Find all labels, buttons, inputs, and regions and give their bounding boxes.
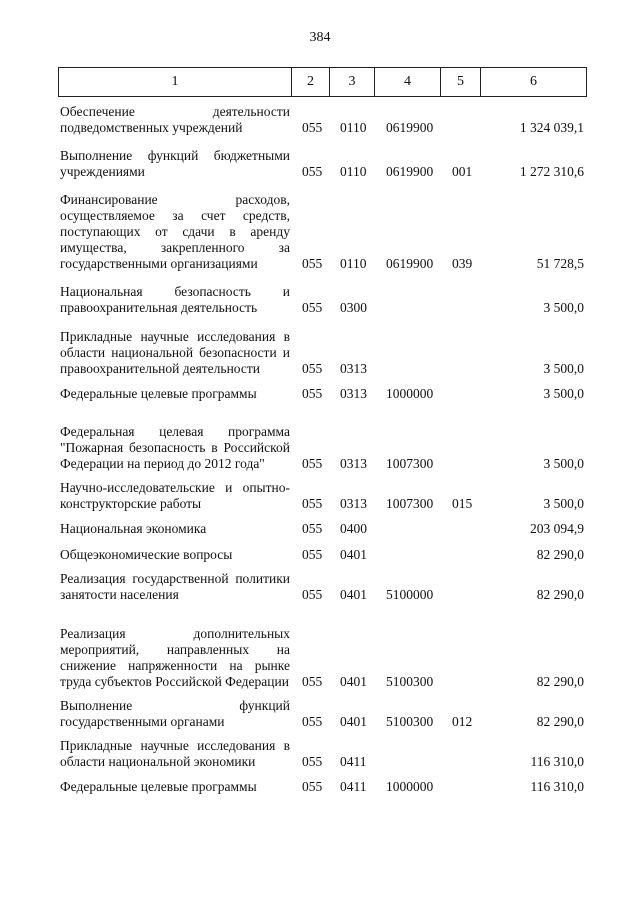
table-row [0, 698, 640, 730]
row-amount: 82 290,0 [536, 547, 584, 562]
row-amount: 3 500,0 [543, 386, 584, 401]
row-ministry-code: 055 [302, 386, 323, 401]
table-row [0, 100, 640, 136]
row-section-code: 0401 [340, 714, 367, 729]
row-ministry-code: 055 [302, 779, 323, 794]
row-target-code: 5100000 [386, 587, 434, 602]
table-row [0, 571, 640, 603]
page-number: 384 [309, 30, 331, 45]
row-ministry-code: 055 [302, 456, 323, 471]
row-target-code: 0619900 [386, 164, 434, 179]
table-row [0, 408, 640, 472]
row-amount: 3 500,0 [543, 456, 584, 471]
row-expense-type: 001 [452, 164, 473, 179]
table-row [0, 146, 640, 180]
row-expense-type: 012 [452, 714, 473, 729]
row-amount: 203 094,9 [530, 521, 584, 536]
row-name: Национальная безопасность и правоохранительная деятельность [60, 284, 290, 315]
row-ministry-code: 055 [302, 361, 323, 376]
row-amount: 82 290,0 [536, 714, 584, 729]
table-row [0, 545, 640, 563]
row-ministry-code: 055 [302, 587, 323, 602]
row-target-code: 1000000 [386, 386, 434, 401]
row-target-code: 0619900 [386, 120, 434, 135]
row-name: Обеспечение деятельности подведомственных учреждений [60, 104, 290, 135]
row-ministry-code: 055 [302, 754, 323, 769]
row-ministry-code: 055 [302, 547, 323, 562]
row-section-code: 0313 [340, 361, 367, 376]
row-amount: 116 310,0 [530, 754, 584, 769]
row-section-code: 0411 [340, 754, 367, 769]
column-header-3: 3 [330, 68, 375, 97]
column-header-5: 5 [441, 68, 481, 97]
row-target-code: 1007300 [386, 496, 434, 511]
row-section-code: 0300 [340, 300, 367, 315]
row-name: Общеэкономические вопросы [60, 547, 233, 562]
row-name: Прикладные научные исследования в области национальной безопасности и правоохранительной деятельности [60, 329, 290, 376]
row-section-code: 0401 [340, 674, 367, 689]
row-ministry-code: 055 [302, 120, 323, 135]
row-section-code: 0110 [340, 120, 367, 135]
table-row [0, 384, 640, 402]
column-header-6: 6 [481, 68, 587, 97]
table-row [0, 738, 640, 770]
row-amount: 82 290,0 [536, 674, 584, 689]
table-row [0, 192, 640, 272]
row-section-code: 0411 [340, 779, 367, 794]
column-header-4: 4 [375, 68, 441, 97]
row-ministry-code: 055 [302, 674, 323, 689]
row-target-code: 5100300 [386, 674, 434, 689]
row-amount: 1 324 039,1 [519, 120, 584, 135]
row-expense-type: 039 [452, 256, 473, 271]
row-amount: 116 310,0 [530, 779, 584, 794]
table-row [0, 777, 640, 795]
row-target-code: 0619900 [386, 256, 434, 271]
row-target-code: 1007300 [386, 456, 434, 471]
column-header-table [58, 67, 587, 97]
row-name: Финансирование расходов, осуществляемое за счет средств, поступающих от сдачи в аренду имущества, закрепленного за государственными организациями [60, 192, 290, 271]
row-name: Национальная экономика [60, 521, 207, 536]
row-name: Реализация государственной политики занятости населения [60, 571, 290, 602]
row-name: Научно-исследовательские и опытно-конструкторские работы [60, 480, 290, 511]
row-target-code: 1000000 [386, 779, 434, 794]
row-expense-type: 015 [452, 496, 473, 511]
row-section-code: 0110 [340, 164, 367, 179]
row-name: Реализация дополнительных мероприятий, направленных на снижение напряженности на рынке труда субъектов Российской Федерации [60, 626, 290, 689]
table-row [0, 480, 640, 512]
row-name: Выполнение функций государственными органами [60, 698, 290, 729]
row-section-code: 0313 [340, 456, 367, 471]
table-row [0, 284, 640, 316]
row-amount: 1 272 310,6 [519, 164, 584, 179]
table-row [0, 329, 640, 377]
row-section-code: 0400 [340, 521, 367, 536]
column-header-1: 1 [59, 68, 292, 97]
row-ministry-code: 055 [302, 256, 323, 271]
column-header-row [59, 68, 587, 97]
row-name: Федеральные целевые программы [60, 386, 257, 401]
row-section-code: 0110 [340, 256, 367, 271]
row-target-code: 5100300 [386, 714, 434, 729]
row-section-code: 0401 [340, 547, 367, 562]
row-section-code: 0401 [340, 587, 367, 602]
row-section-code: 0313 [340, 496, 367, 511]
row-ministry-code: 055 [302, 300, 323, 315]
row-name: Прикладные научные исследования в области национальной экономики [60, 738, 290, 769]
row-name: Федеральная целевая программа "Пожарная безопасность в Российской Федерации на период до 2012 года" [60, 424, 290, 471]
table-row [0, 519, 640, 537]
table-row [0, 610, 640, 690]
row-name: Федеральные целевые программы [60, 779, 257, 794]
row-amount: 51 728,5 [536, 256, 584, 271]
row-amount: 3 500,0 [543, 300, 584, 315]
row-ministry-code: 055 [302, 521, 323, 536]
row-ministry-code: 055 [302, 164, 323, 179]
row-section-code: 0313 [340, 386, 367, 401]
row-ministry-code: 055 [302, 714, 323, 729]
row-name: Выполнение функций бюджетными учреждениями [60, 148, 290, 179]
row-amount: 3 500,0 [543, 361, 584, 376]
row-amount: 82 290,0 [536, 587, 584, 602]
row-ministry-code: 055 [302, 496, 323, 511]
column-header-2: 2 [292, 68, 330, 97]
row-amount: 3 500,0 [543, 496, 584, 511]
